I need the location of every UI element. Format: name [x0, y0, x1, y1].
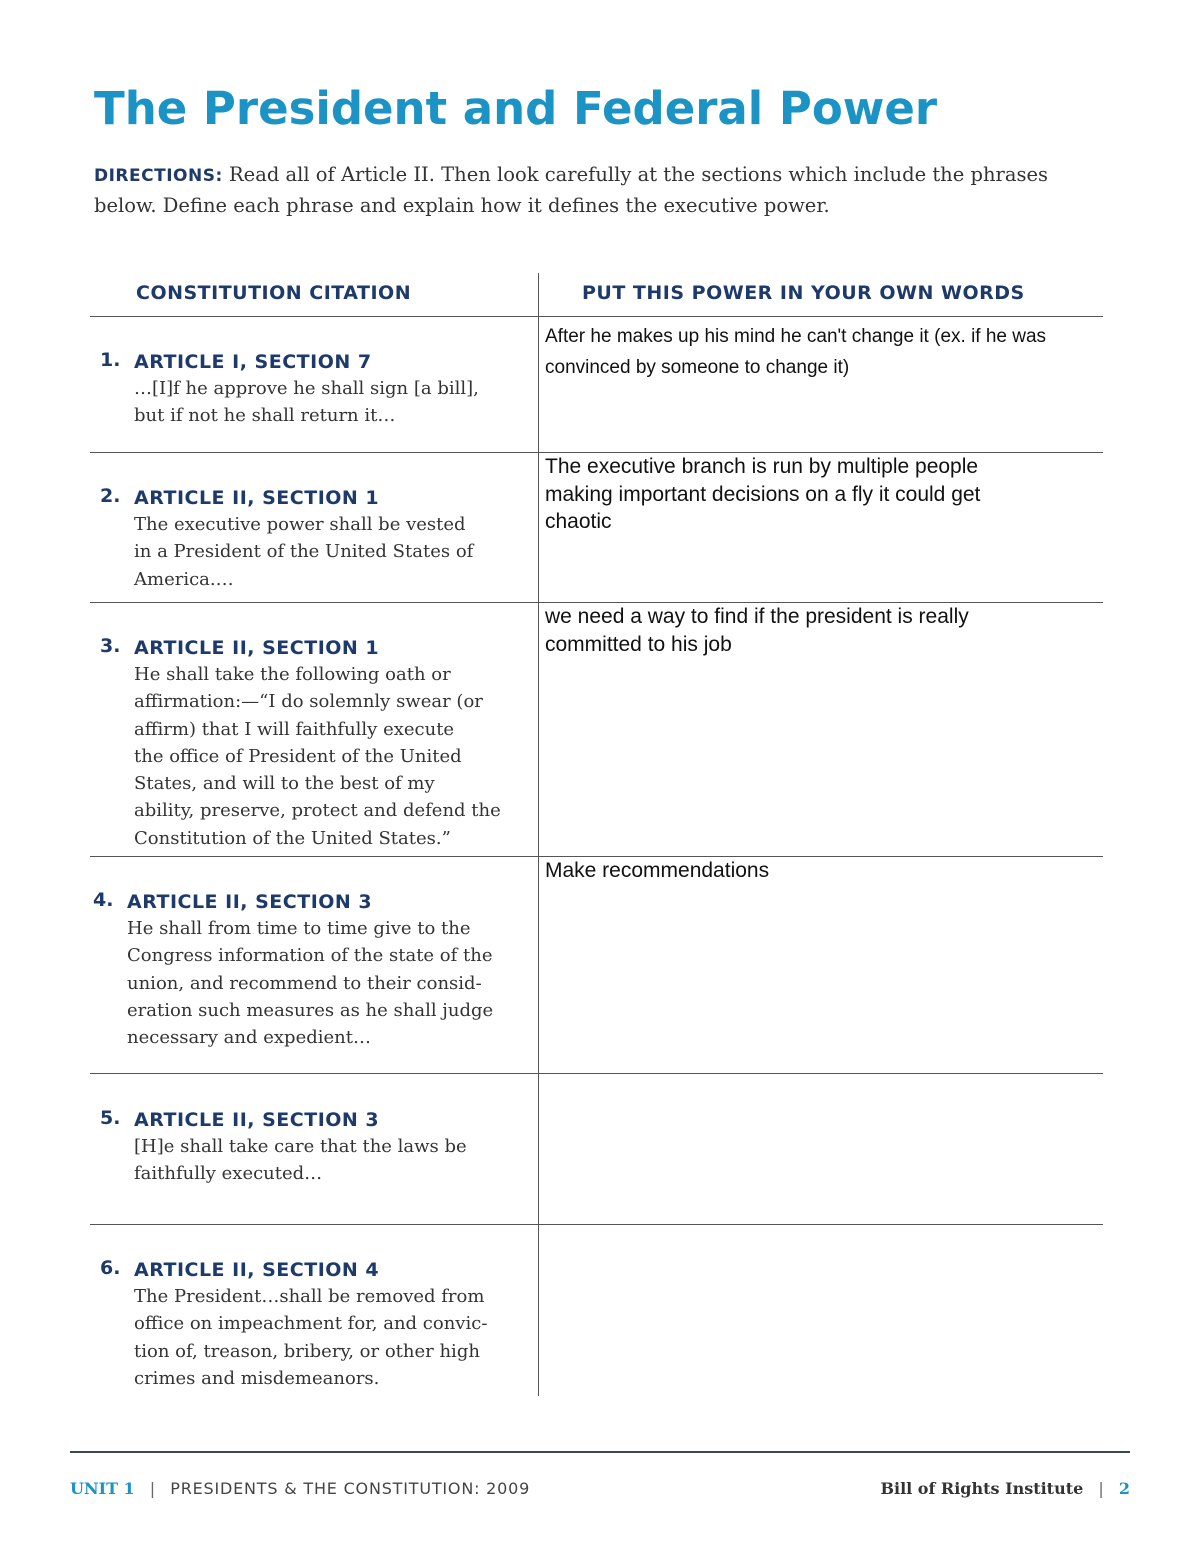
row-divider [90, 1224, 1103, 1225]
table-row-1-citation [100, 349, 479, 430]
table-row-3-answer[interactable]: we need a way to find if the president is really committed to his job [545, 605, 969, 656]
citation-quote: [H]e shall take care that the laws be faithfully executed… [134, 1136, 467, 1185]
article-heading: ARTICLE II, SECTION 3 [127, 891, 373, 913]
footer-institute: Bill of Rights Institute [880, 1479, 1084, 1498]
footer-divider [70, 1451, 1130, 1453]
table-row-2-answer[interactable]: The executive branch is run by multiple people making important decisions on a fly it could get chaotic [545, 455, 981, 533]
footer-left [70, 1479, 530, 1498]
article-heading: ARTICLE II, SECTION 1 [134, 637, 380, 659]
row-divider [90, 1073, 1103, 1074]
footer-separator: | [1098, 1479, 1104, 1498]
citation-quote: …[I]f he approve he shall sign [a bill], but if not he shall return it… [134, 378, 479, 427]
footer-course: PRESIDENTS & THE CONSTITUTION: 2009 [170, 1479, 531, 1498]
table-row-4-citation [93, 889, 493, 1051]
column-header-own-words: PUT THIS POWER IN YOUR OWN WORDS [582, 282, 1025, 304]
table-row-2-citation [100, 485, 473, 593]
column-divider [538, 273, 539, 1396]
article-heading: ARTICLE I, SECTION 7 [134, 351, 372, 373]
table-row-6-citation [100, 1257, 487, 1392]
row-number: 2. [100, 485, 121, 507]
row-number: 3. [100, 635, 121, 657]
article-heading: ARTICLE II, SECTION 3 [134, 1109, 380, 1131]
citation-quote: He shall take the following oath or affirmation:—“I do solemnly swear (or affirm) that I will faithfully execute the office of President of the United States, and will to the best of my ability, preserve, protect and defend the Constitution of the United States.” [134, 664, 501, 849]
article-heading: ARTICLE II, SECTION 4 [134, 1259, 380, 1281]
row-number: 4. [93, 889, 114, 911]
row-number: 5. [100, 1107, 121, 1129]
footer-unit: UNIT 1 [70, 1479, 135, 1498]
citation-quote: He shall from time to time give to the Congress information of the state of the union, and recommend to their consid- eration such measures as he shall judge necessary and expedient… [127, 918, 494, 1049]
page-number: 2 [1118, 1479, 1130, 1498]
table-row-4-answer[interactable]: Make recommendations [545, 859, 770, 882]
row-number: 1. [100, 349, 121, 371]
page-title: The President and Federal Power [94, 82, 938, 135]
footer-separator: | [149, 1479, 156, 1498]
row-divider [90, 316, 1103, 317]
directions-label: DIRECTIONS: [94, 166, 223, 186]
table-row-5-citation [100, 1107, 467, 1188]
row-number: 6. [100, 1257, 121, 1279]
article-heading: ARTICLE II, SECTION 1 [134, 487, 380, 509]
citation-quote: The President…shall be removed from office on impeachment for, and convic- tion of, treason, bribery, or other high crimes and misdemeanors. [134, 1286, 488, 1389]
directions [94, 160, 1094, 220]
table-row-3-citation [100, 635, 501, 852]
footer-right [880, 1479, 1130, 1498]
table-row-1-answer[interactable]: After he makes up his mind he can't change it (ex. if he was convinced by someone to change it) [545, 326, 1047, 378]
citation-quote: The executive power shall be vested in a President of the United States of America.… [134, 514, 474, 590]
column-header-citation: CONSTITUTION CITATION [136, 282, 412, 304]
directions-text: Read all of Article II. Then look carefully at the sections which include the phrases below. Define each phrase and explain how it defines the executive power. [94, 163, 1049, 217]
